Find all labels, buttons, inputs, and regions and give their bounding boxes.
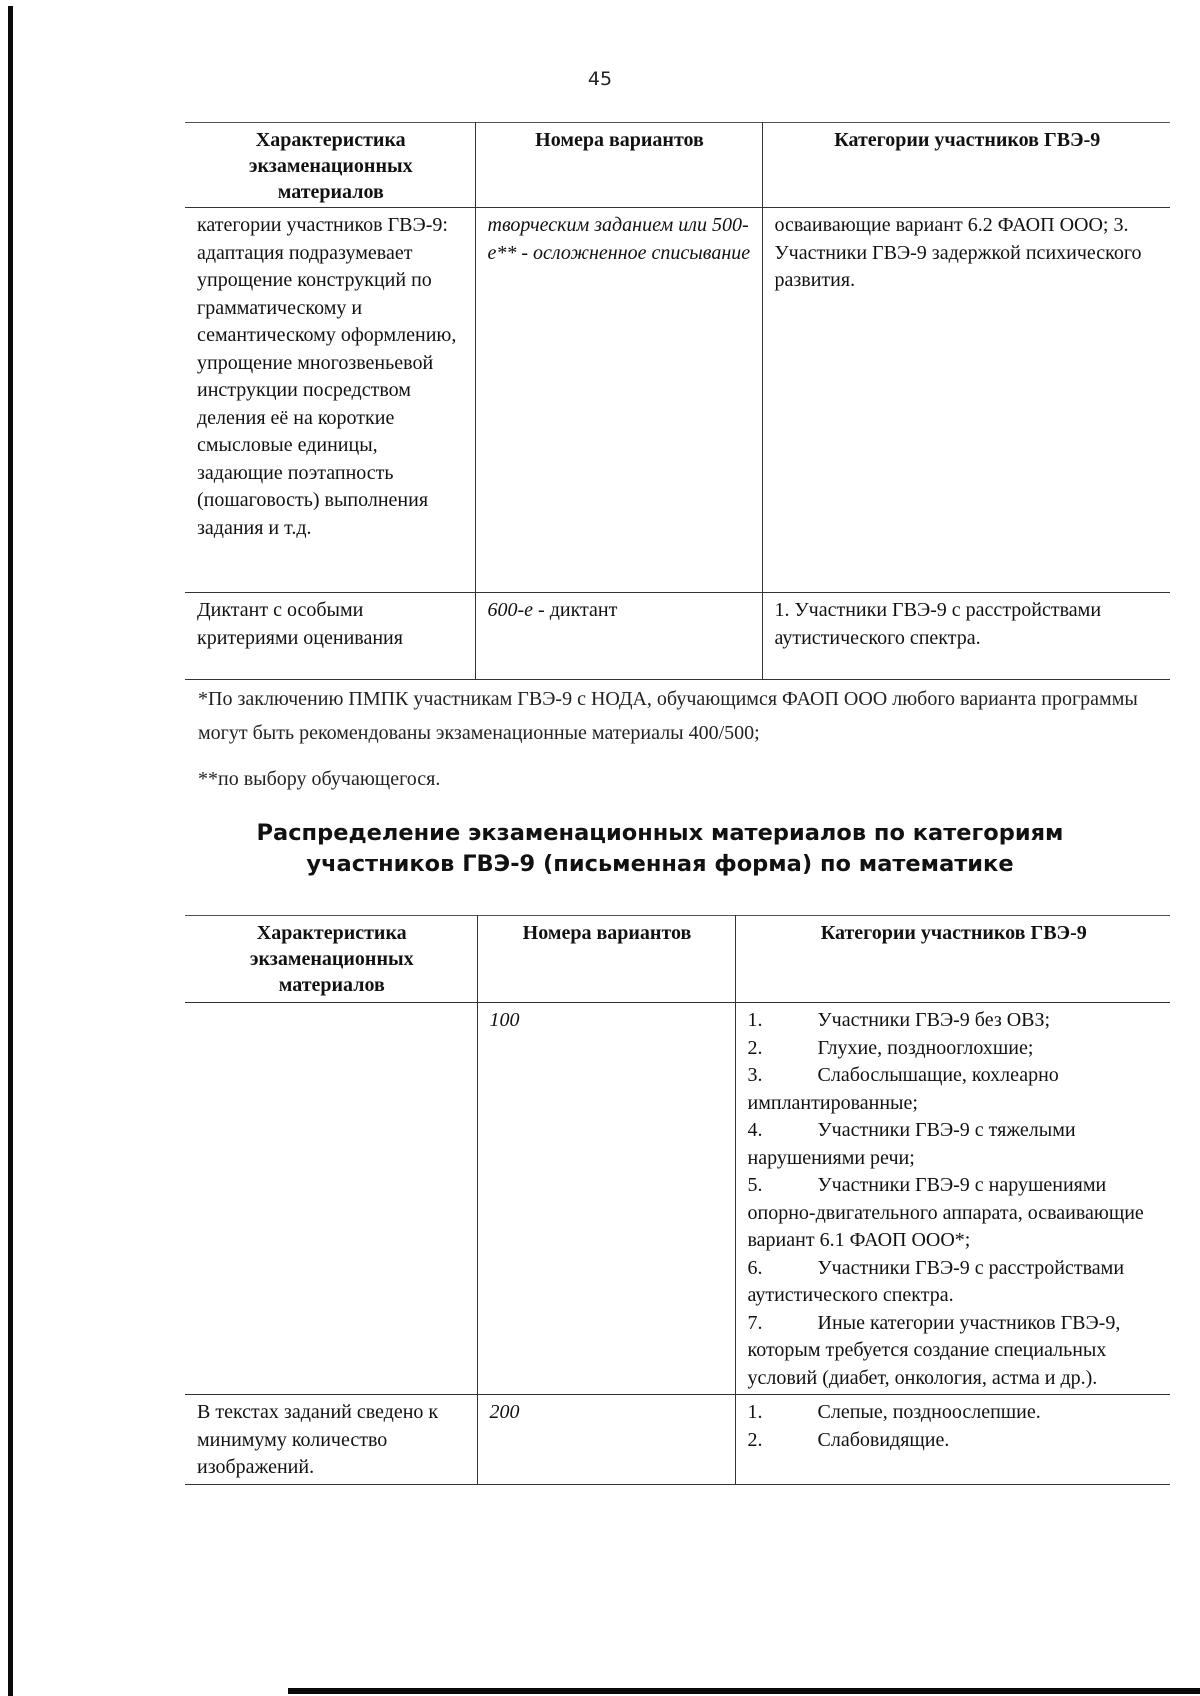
cell-characteristic: В текстах заданий сведено к минимуму количество изображений. xyxy=(185,1395,477,1485)
math-variants-table xyxy=(185,915,1170,1485)
list-text: Слепые, поздноослепшие. xyxy=(817,1401,1041,1423)
list-text: Участники ГВЭ-9 с расстройствами аутистического спектра. xyxy=(747,1256,1125,1306)
list-number: 2. xyxy=(747,1428,763,1451)
section-title: Распределение экзаменационных материалов по категориям участников ГВЭ-9 (письменная форма) по математике xyxy=(256,820,1064,877)
list-item xyxy=(748,1310,1161,1393)
list-text: Глухие, позднооглохшие; xyxy=(817,1036,1034,1059)
page-number: 45 xyxy=(587,68,613,90)
table-row xyxy=(185,1395,1170,1485)
header-variants: Номера вариантов xyxy=(477,916,735,1003)
header-categories: Категории участников ГВЭ-9 xyxy=(762,123,1170,208)
cell-characteristic: категории участников ГВЭ-9: адаптация подразумевает упрощение конструкций по грамматическому и семантическому оформлению, упрощение многозвеньевой инструкции посредством деления её на короткие смысловые единицы, задающие поэтапность (пошаговость) выполнения задания и т.д. xyxy=(185,208,475,593)
scan-edge-bottom xyxy=(288,1688,1200,1694)
list-text: Участники ГВЭ-9 с тяжелыми нарушениями речи; xyxy=(747,1119,1076,1169)
list-item xyxy=(748,1007,1161,1035)
list-number: 1. xyxy=(747,1401,763,1423)
cell-categories xyxy=(735,1395,1170,1485)
list-text: Слабослышащие, кохлеарно имплантированные; xyxy=(747,1064,1059,1114)
table-row xyxy=(185,1003,1170,1395)
header-variants: Номера вариантов xyxy=(475,123,762,208)
list-item xyxy=(748,1117,1161,1172)
variant-label: - диктант xyxy=(533,599,618,621)
variants-table-continued xyxy=(185,122,1170,680)
variant-code: 600-е xyxy=(487,599,534,621)
list-text: Слабовидящие. xyxy=(817,1428,950,1451)
list-item xyxy=(748,1062,1161,1117)
list-item xyxy=(748,1399,1161,1427)
header-characteristic: Характеристика экзаменационных материалов xyxy=(185,916,477,1003)
cell-categories: 1. Участники ГВЭ-9 с расстройствами аутистического спектра. xyxy=(762,593,1170,680)
header-characteristic: Характеристика экзаменационных материалов xyxy=(185,123,475,208)
header-categories: Категории участников ГВЭ-9 xyxy=(735,916,1170,1003)
cell-variants: творческим заданием или 500-е** - осложненное списывание xyxy=(475,208,762,593)
table-header-row xyxy=(185,916,1170,1003)
cell-characteristic xyxy=(185,1003,477,1395)
list-text: Участники ГВЭ-9 без ОВЗ; xyxy=(817,1009,1051,1031)
cell-categories xyxy=(735,1003,1170,1395)
list-item xyxy=(748,1172,1161,1255)
cell-variants: 100 xyxy=(477,1003,735,1395)
cell-variants: 200 xyxy=(477,1395,735,1485)
list-number: 2. xyxy=(747,1036,763,1059)
list-text: Участники ГВЭ-9 с нарушениями опорно-двигательного аппарата, осваивающие вариант 6.1 ФАОП ООО*; xyxy=(747,1174,1144,1251)
table-row xyxy=(185,208,1170,593)
cell-variants xyxy=(475,593,762,680)
list-number: 3. xyxy=(747,1064,763,1086)
list-number: 4. xyxy=(747,1119,763,1141)
cell-characteristic: Диктант с особыми критериями оценивания xyxy=(185,593,475,680)
list-number: 6. xyxy=(747,1256,763,1279)
list-number: 5. xyxy=(747,1174,763,1196)
cell-categories: осваивающие вариант 6.2 ФАОП ООО; 3. Участники ГВЭ-9 задержкой психического развития. xyxy=(762,208,1170,593)
footnote-choice: **по выбору обучающегося. xyxy=(198,768,441,790)
list-item xyxy=(748,1427,1161,1455)
list-number: 1. xyxy=(747,1009,763,1031)
table-header-row xyxy=(185,123,1170,208)
list-number: 7. xyxy=(747,1311,763,1334)
table-row xyxy=(185,593,1170,680)
list-item xyxy=(748,1255,1161,1310)
list-text: Иные категории участников ГВЭ-9, которым требуется создание специальных условий (диабет, онкология, астма и др.). xyxy=(747,1311,1121,1389)
footnote-pmpk: *По заключению ПМПК участникам ГВЭ-9 с НОДА, обучающимся ФАОП ООО любого варианта программы могут быть рекомендованы экзаменационные материалы 400/500; xyxy=(198,688,1138,744)
list-item xyxy=(748,1035,1161,1063)
scan-edge-left xyxy=(8,6,13,1696)
